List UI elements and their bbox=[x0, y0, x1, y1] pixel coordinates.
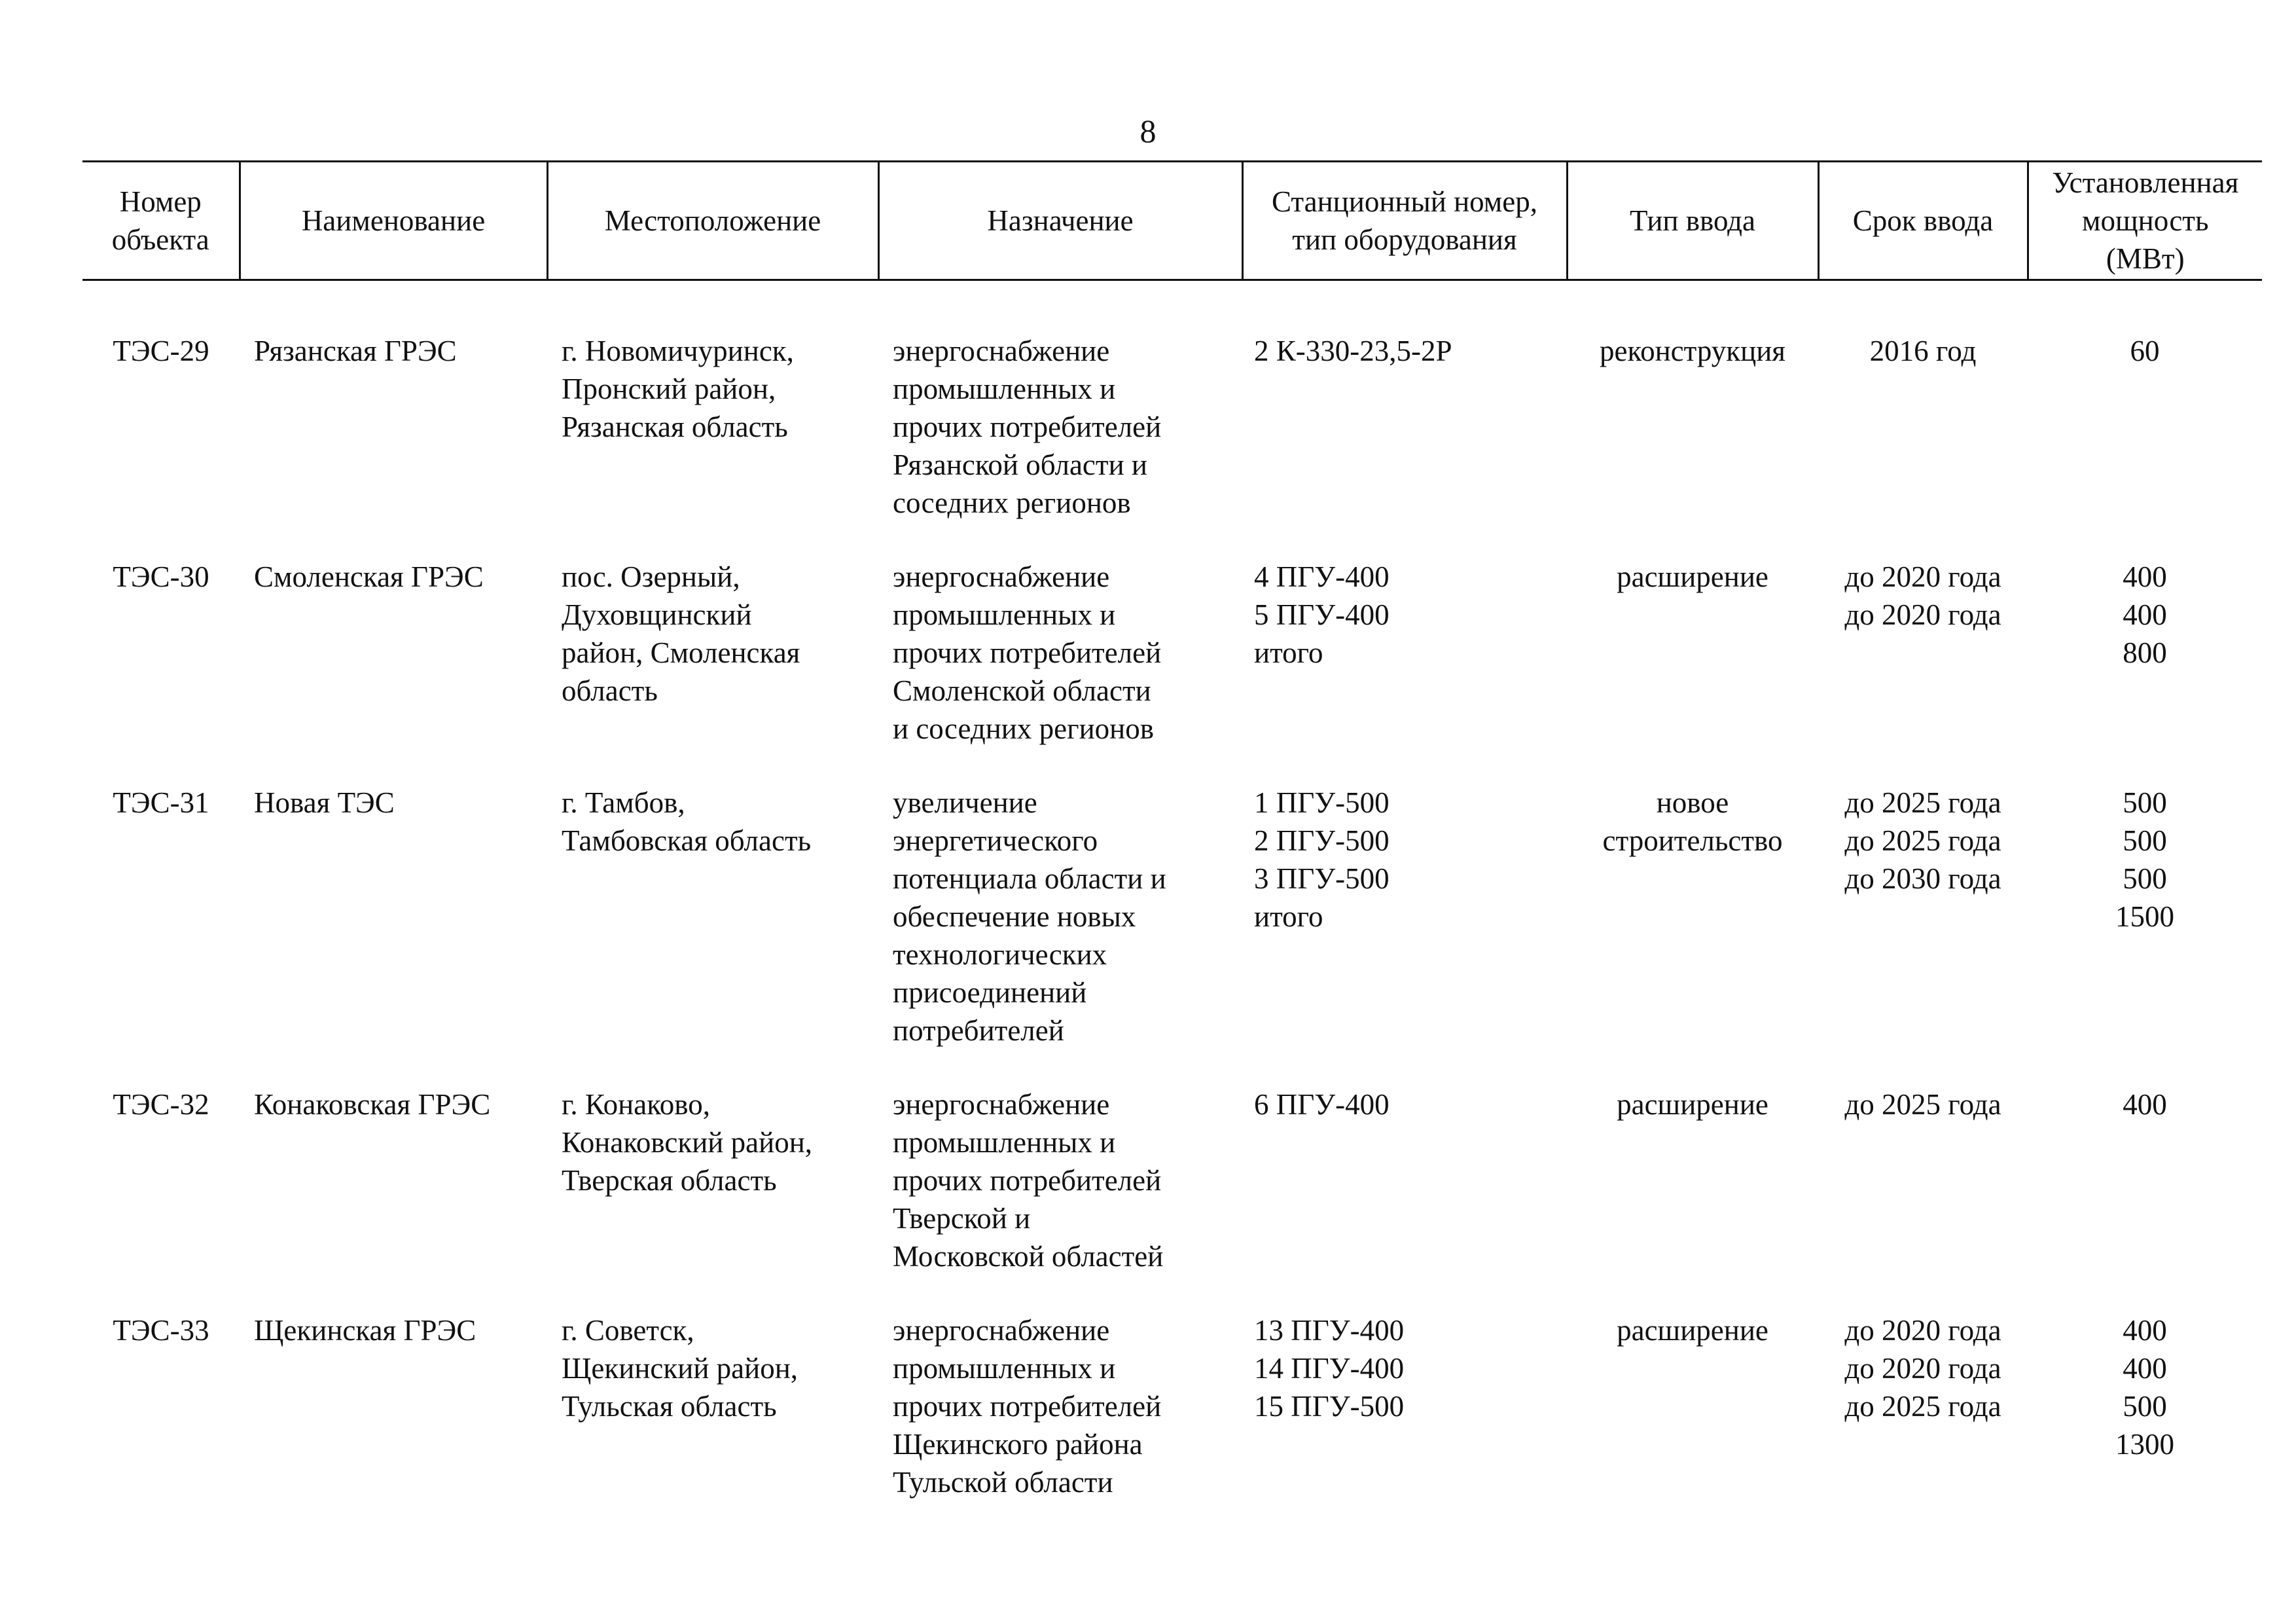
table-row bbox=[82, 1311, 2262, 1537]
purpose-line: энергоснабжение bbox=[893, 335, 1110, 367]
input-date-line: до 2020 года bbox=[1844, 1314, 2001, 1347]
header-input-type bbox=[1567, 162, 1818, 280]
capacity-line: 400 bbox=[2123, 1314, 2167, 1347]
equipment-line: 6 ПГУ-400 bbox=[1254, 1088, 1390, 1121]
header-purpose-line: Назначение bbox=[987, 204, 1134, 237]
table-row bbox=[82, 558, 2262, 784]
purpose-line: присоединений bbox=[893, 976, 1087, 1009]
cell-location bbox=[547, 784, 878, 1085]
purpose-line: соседних регионов bbox=[893, 486, 1131, 519]
header-equipment-line: тип оборудования bbox=[1292, 223, 1517, 256]
table-row bbox=[82, 1085, 2262, 1311]
purpose-line: технологических bbox=[893, 938, 1107, 971]
input-date-line: до 2025 года bbox=[1844, 1390, 2001, 1423]
cell-capacity bbox=[2028, 784, 2262, 1085]
location-line: Рязанская область bbox=[562, 410, 788, 443]
purpose-line: энергоснабжение bbox=[893, 1088, 1110, 1121]
cell-input-date bbox=[1818, 558, 2028, 784]
input-date-line: до 2020 года bbox=[1844, 560, 2001, 593]
equipment-line: 2 К-330-23,5-2Р bbox=[1254, 335, 1452, 367]
purpose-line: и соседних регионов bbox=[893, 712, 1154, 745]
capacity-line: 500 bbox=[2123, 824, 2167, 857]
location-line: г. Тамбов, bbox=[562, 786, 685, 819]
capacity-line: 500 bbox=[2123, 862, 2167, 895]
cell-object-number: ТЭС-31 bbox=[113, 786, 209, 819]
header-location-line: Местоположение bbox=[604, 204, 821, 237]
cell-equipment bbox=[1242, 1311, 1567, 1537]
cell-input-type bbox=[1567, 1311, 1818, 1537]
purpose-line: Тульской области bbox=[893, 1466, 1113, 1499]
purpose-line: увеличение bbox=[893, 786, 1037, 819]
header-capacity-line: мощность bbox=[2082, 204, 2209, 237]
header-input-type-line: Тип ввода bbox=[1629, 204, 1756, 237]
cell-purpose bbox=[878, 1311, 1242, 1537]
location-line: Тамбовская область bbox=[562, 824, 812, 857]
cell-input-date bbox=[1818, 784, 2028, 1085]
cell-equipment bbox=[1242, 1085, 1567, 1311]
location-line: район, Смоленская bbox=[562, 636, 800, 669]
location-line: Конаковский район, bbox=[562, 1126, 813, 1159]
input-date-line: до 2030 года bbox=[1844, 862, 2001, 895]
equipment-line: итого bbox=[1254, 636, 1323, 669]
purpose-line: промышленных и bbox=[893, 1126, 1116, 1159]
capacity-line: 400 bbox=[2123, 560, 2167, 593]
input-type-line: расширение bbox=[1617, 560, 1768, 593]
capacity-line: 500 bbox=[2123, 786, 2167, 819]
input-date-line: до 2025 года bbox=[1844, 1088, 2001, 1121]
input-date-line: 2016 год bbox=[1869, 335, 1977, 367]
cell-input-type bbox=[1567, 558, 1818, 784]
purpose-line: потребителей bbox=[893, 1014, 1064, 1047]
input-type-line: строительство bbox=[1602, 824, 1783, 857]
cell-input-type bbox=[1567, 1085, 1818, 1311]
table-header-row bbox=[82, 162, 2262, 280]
cell-capacity bbox=[2028, 280, 2262, 558]
location-line: Пронский район, bbox=[562, 373, 776, 405]
page-number: 8 bbox=[1139, 113, 1157, 149]
cell-input-type bbox=[1567, 280, 1818, 558]
cell-location bbox=[547, 1311, 878, 1537]
input-date-line: до 2020 года bbox=[1844, 1352, 2001, 1385]
table-body bbox=[82, 280, 2262, 1538]
location-line: г. Конаково, bbox=[562, 1088, 710, 1121]
header-capacity-line: Установленная bbox=[2052, 166, 2239, 199]
input-type-line: расширение bbox=[1617, 1088, 1768, 1121]
location-line: Тверская область bbox=[562, 1164, 777, 1197]
equipment-line: 4 ПГУ-400 bbox=[1254, 560, 1390, 593]
cell-purpose bbox=[878, 784, 1242, 1085]
equipment-line: 15 ПГУ-500 bbox=[1254, 1390, 1405, 1423]
purpose-line: Смоленской области bbox=[893, 674, 1151, 707]
capacity-line: 1300 bbox=[2115, 1428, 2174, 1461]
cell-capacity bbox=[2028, 1311, 2262, 1537]
header-object-number bbox=[82, 162, 240, 280]
location-line: пос. Озерный, bbox=[562, 560, 740, 593]
cell-capacity bbox=[2028, 1085, 2262, 1311]
cell-location bbox=[547, 280, 878, 558]
input-date-line: до 2025 года bbox=[1844, 786, 2001, 819]
equipment-line: 5 ПГУ-400 bbox=[1254, 598, 1390, 631]
cell-purpose bbox=[878, 280, 1242, 558]
capacity-line: 800 bbox=[2123, 636, 2167, 669]
header-object-number-line: объекта bbox=[111, 223, 209, 256]
table-row bbox=[82, 280, 2262, 558]
header-purpose bbox=[878, 162, 1242, 280]
cell-name: Щекинская ГРЭС bbox=[254, 1314, 476, 1347]
cell-input-date bbox=[1818, 1311, 2028, 1537]
location-line: Духовщинский bbox=[562, 598, 752, 631]
cell-object-number: ТЭС-33 bbox=[113, 1314, 209, 1347]
capacity-line: 400 bbox=[2123, 1088, 2167, 1121]
purpose-line: потенциала области и bbox=[893, 862, 1166, 895]
capacity-line: 60 bbox=[2130, 335, 2160, 367]
header-capacity-line: (МВт) bbox=[2106, 242, 2185, 275]
purpose-line: Щекинского района bbox=[893, 1428, 1143, 1461]
header-equipment bbox=[1242, 162, 1567, 280]
purpose-line: энергоснабжение bbox=[893, 1314, 1110, 1347]
purpose-line: промышленных и bbox=[893, 373, 1116, 405]
capacity-line: 400 bbox=[2123, 598, 2167, 631]
purpose-line: прочих потребителей bbox=[893, 410, 1162, 443]
cell-location bbox=[547, 558, 878, 784]
header-name-line: Наименование bbox=[301, 204, 486, 237]
header-input-date-line: Срок ввода bbox=[1852, 204, 1994, 237]
equipment-line: 1 ПГУ-500 bbox=[1254, 786, 1390, 819]
purpose-line: Рязанской области и bbox=[893, 448, 1147, 481]
purpose-line: Московской областей bbox=[893, 1240, 1164, 1273]
cell-name: Смоленская ГРЭС bbox=[254, 560, 484, 593]
header-equipment-line: Станционный номер, bbox=[1271, 185, 1537, 218]
table-row bbox=[82, 784, 2262, 1085]
cell-object-number: ТЭС-32 bbox=[113, 1088, 209, 1121]
cell-purpose bbox=[878, 1085, 1242, 1311]
purpose-line: энергоснабжение bbox=[893, 560, 1110, 593]
equipment-line: итого bbox=[1254, 900, 1323, 933]
purpose-line: промышленных и bbox=[893, 598, 1116, 631]
purpose-line: прочих потребителей bbox=[893, 1390, 1162, 1423]
capacity-line: 500 bbox=[2123, 1390, 2167, 1423]
cell-equipment bbox=[1242, 280, 1567, 558]
input-date-line: до 2025 года bbox=[1844, 824, 2001, 857]
equipment-line: 2 ПГУ-500 bbox=[1254, 824, 1390, 857]
input-type-line: расширение bbox=[1617, 1314, 1768, 1347]
cell-name: Новая ТЭС bbox=[254, 786, 395, 819]
cell-location bbox=[547, 1085, 878, 1311]
input-type-line: реконструкция bbox=[1600, 335, 1785, 367]
purpose-line: промышленных и bbox=[893, 1352, 1116, 1385]
cell-input-date bbox=[1818, 280, 2028, 558]
location-line: область bbox=[562, 674, 658, 707]
cell-input-type bbox=[1567, 784, 1818, 1085]
purpose-line: прочих потребителей bbox=[893, 1164, 1162, 1197]
location-line: Щекинский район, bbox=[562, 1352, 798, 1385]
location-line: г. Советск, bbox=[562, 1314, 694, 1347]
equipment-line: 14 ПГУ-400 bbox=[1254, 1352, 1405, 1385]
location-line: г. Новомичуринск, bbox=[562, 335, 794, 367]
cell-input-date bbox=[1818, 1085, 2028, 1311]
capacity-line: 400 bbox=[2123, 1352, 2167, 1385]
cell-capacity bbox=[2028, 558, 2262, 784]
cell-object-number: ТЭС-30 bbox=[113, 560, 209, 593]
input-date-line: до 2020 года bbox=[1844, 598, 2001, 631]
cell-purpose bbox=[878, 558, 1242, 784]
header-location bbox=[547, 162, 878, 280]
purpose-line: обеспечение новых bbox=[893, 900, 1136, 933]
header-input-date bbox=[1818, 162, 2028, 280]
capacity-line: 1500 bbox=[2115, 900, 2174, 933]
cell-equipment bbox=[1242, 558, 1567, 784]
cell-equipment bbox=[1242, 784, 1567, 1085]
equipment-line: 3 ПГУ-500 bbox=[1254, 862, 1390, 895]
equipment-line: 13 ПГУ-400 bbox=[1254, 1314, 1405, 1347]
purpose-line: энергетического bbox=[893, 824, 1098, 857]
cell-object-number: ТЭС-29 bbox=[113, 335, 209, 367]
header-object-number-line: Номер bbox=[119, 185, 202, 218]
header-name bbox=[240, 162, 547, 280]
power-plants-table bbox=[82, 160, 2262, 1537]
cell-name: Конаковская ГРЭС bbox=[254, 1088, 491, 1121]
location-line: Тульская область bbox=[562, 1390, 777, 1423]
cell-name: Рязанская ГРЭС bbox=[254, 335, 457, 367]
purpose-line: прочих потребителей bbox=[893, 636, 1162, 669]
input-type-line: новое bbox=[1656, 786, 1729, 819]
purpose-line: Тверской и bbox=[893, 1202, 1031, 1235]
header-capacity bbox=[2028, 162, 2262, 280]
